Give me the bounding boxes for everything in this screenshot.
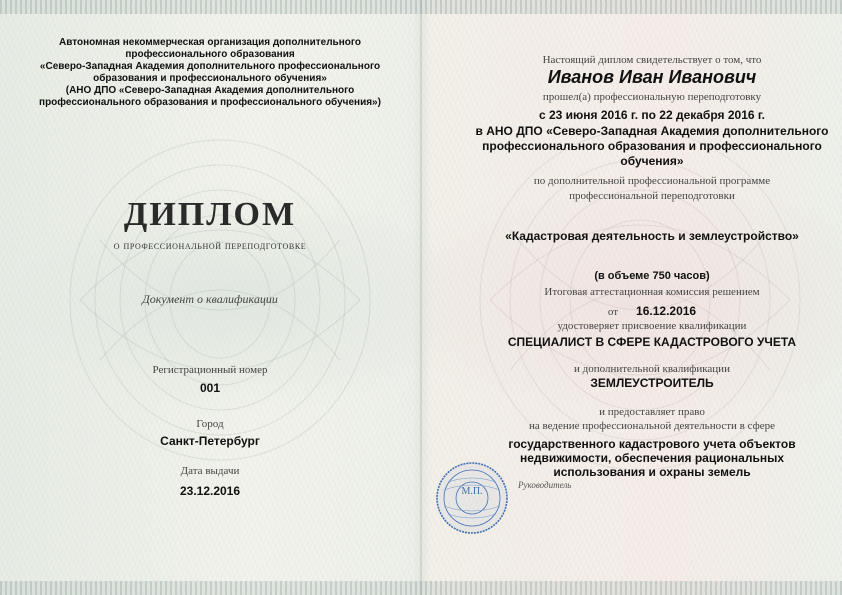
decision-date-line <box>462 302 842 320</box>
seal-icon <box>434 460 510 536</box>
sphere-line: использования и охраны земель <box>553 465 751 479</box>
org-line: (АНО ДПО «Северо-Западная Академия дополнительного <box>65 85 355 96</box>
diploma-subtitle: о профессиональной переподготовке <box>113 240 307 252</box>
issue-date-label: Дата выдачи <box>180 465 240 477</box>
org-line: профессионального образования <box>125 49 295 60</box>
signature-label: Руководитель <box>518 480 572 490</box>
study-period: с 23 июня 2016 г. по 22 декабря 2016 г. <box>538 108 766 122</box>
activity-text: на ведение профессиональной деятельности в сфере <box>528 420 776 432</box>
decision-date: 16.12.2016 <box>636 304 697 318</box>
additional-qualification: ЗЕМЛЕУСТРОИТЕЛЬ <box>590 376 714 390</box>
org-line: образования и профессионального обучения» <box>93 73 327 84</box>
graduate-name: Иванов Иван Иванович <box>547 67 757 87</box>
certifies-text: удостоверяет присвоение квалификации <box>557 320 747 332</box>
passed-text: прошел(а) профессиональную переподготовку <box>542 91 762 103</box>
additional-qualification-label: и дополнительной квалификации <box>574 363 730 375</box>
intro-text: Настоящий диплом свидетельствует о том, что <box>542 54 762 66</box>
issuer-organization <box>0 37 420 109</box>
seal-stamp <box>434 460 510 536</box>
grants-text: и предоставляет право <box>599 406 705 418</box>
org-line: профессионального образования и профессионального <box>482 139 822 153</box>
commission-text: Итоговая аттестационная комиссия решением <box>544 286 760 298</box>
org-line: обучения» <box>620 154 684 168</box>
sphere-line: государственного кадастрового учета объектов <box>508 437 796 451</box>
left-page <box>0 0 420 595</box>
city-label: Город <box>196 418 224 430</box>
sphere-line: недвижимости, обеспечения рациональных <box>520 451 784 465</box>
qualification: СПЕЦИАЛИСТ В СФЕРЕ КАДАСТРОВОГО УЧЕТА <box>507 335 797 349</box>
stamp-label: М.П. <box>461 486 483 497</box>
diploma-title: ДИПЛОМ <box>123 196 297 233</box>
org-line: в АНО ДПО «Северо-Западная Академия дополнительного <box>475 124 829 138</box>
document-type: Документ о квалификации <box>142 292 278 306</box>
reg-number-label: Регистрационный номер <box>152 364 268 376</box>
program-line: по дополнительной профессиональной программе <box>533 175 771 187</box>
city-value: Санкт-Петербург <box>160 434 260 448</box>
org-line: Автономная некоммерческая организация дополнительного <box>59 37 361 48</box>
org-line: профессионального образования и профессионального обучения») <box>39 97 381 108</box>
program-volume: (в объеме 750 часов) <box>594 270 710 282</box>
program-name: «Кадастровая деятельность и землеустройство» <box>505 229 799 243</box>
from-label: от <box>607 306 619 318</box>
reg-number: 001 <box>199 381 221 395</box>
issue-date: 23.12.2016 <box>179 484 241 498</box>
org-line: «Северо-Западная Академия дополнительного профессионального <box>39 61 381 72</box>
program-line: профессиональной переподготовки <box>569 190 735 202</box>
